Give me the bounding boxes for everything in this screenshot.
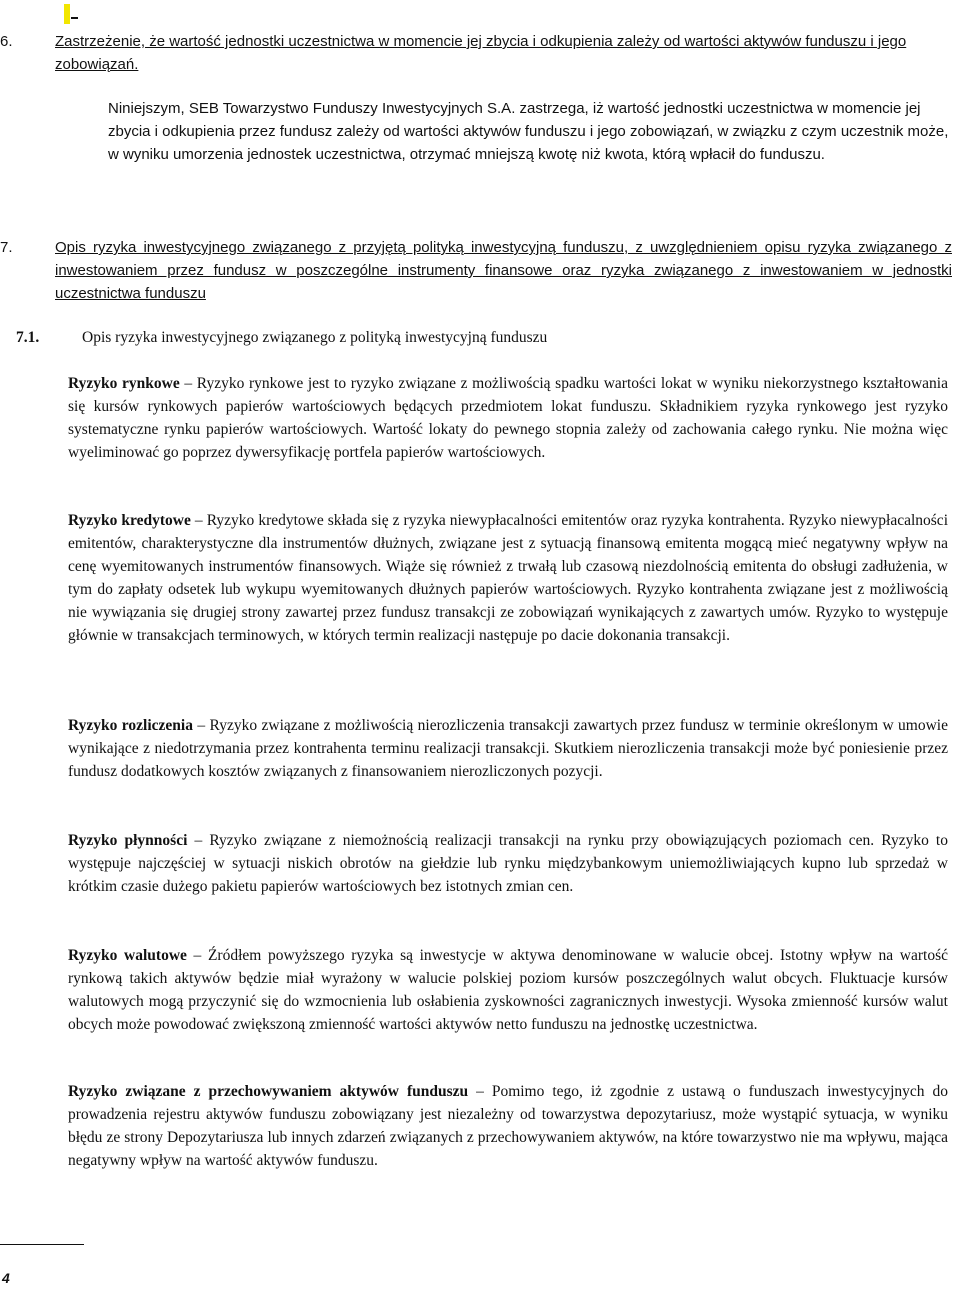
text-market-risk: – Ryzyko rynkowe jest to ryzyko związane z możliwością spadku wartości lokat w wyniku niekorzystnego kształtowania się kursów rynkowych papierów wartościowych będących przedmiotem lokat funduszu. Składnikiem ryzyka rynkowego jest ryzyko systematyczne rynku papierów wartościowych. Wartość lokaty do pewnego stopnia zależy od zachowania całego rynku. Nie można więc wyeliminować go poprzez dywersyfikację portfela papierów wartościowych.	[68, 375, 948, 461]
section-6-title: Zastrzeżenie, że wartość jednostki uczestnictwa w momencie jej zbycia i odkupienia zależy od wartości aktywów funduszu i jego zobowiązań.	[55, 33, 907, 73]
page-number: 4	[2, 1270, 10, 1286]
section-7-title: Opis ryzyka inwestycyjnego związanego z przyjętą polityką inwestycyjną funduszu, z uwzględnieniem opisu ryzyka związanego z inwestowaniem przez fundusz w poszczególne instrumenty finansowe oraz ryzyka związanego z inwestowaniem w jednostki uczestnictwa funduszu	[55, 239, 952, 302]
term-market-risk: Ryzyko rynkowe	[68, 375, 180, 392]
section-7-number: 7.	[0, 239, 13, 256]
text-liquidity-risk: – Ryzyko związane z niemożnością realizacji transakcji na rynku przy obowiązujących poziomach cen. Ryzyko to występuje najczęściej w sytuacji niskich obrotów na giełdzie lub rynku międzybankowym uniemożliwiających kupno lub sprzedaż w krótkim czasie dużego pakietu papierów wartościowych bez istotnych zmian cen.	[68, 832, 948, 895]
term-settlement-risk: Ryzyko rozliczenia	[68, 717, 193, 734]
term-currency-risk: Ryzyko walutowe	[68, 947, 187, 964]
text-custody-risk: – Pomimo tego, iż zgodnie z ustawą o funduszach inwestycyjnych do prowadzenia rejestru aktywów funduszu zobowiązany jest niezależny od towarzystwa depozytariusz, może wystąpić sytuacja, w wyniku błędu ze strony Depozytariusza lub innych zdarzeń związanych z przechowywaniem aktywów, na które towarzystwo nie ma wpływu, mająca negatywny wpływ na wartość aktywów funduszu.	[68, 1083, 948, 1169]
term-credit-risk: Ryzyko kredytowe	[68, 512, 191, 529]
text-settlement-risk: – Ryzyko związane z możliwością nierozliczenia transakcji zawartych przez fundusz w terminie określonym w umowie wynikające z niedotrzymania przez kontrahenta terminu realizacji transakcji. Skutkiem nierozliczenia transakcji może być poniesienie przez fundusz dodatkowych kosztów związanych z finansowaniem nierozliczonych pozycji.	[68, 717, 948, 780]
highlight-marker	[64, 4, 70, 24]
section-6-body: Niniejszym, SEB Towarzystwo Funduszy Inwestycyjnych S.A. zastrzega, iż wartość jednostki uczestnictwa w momencie jej zbycia i odkupienia przez fundusz zależy od wartości aktywów funduszu i jego zobowiązań, w związku z czym uczestnik może, w wyniku umorzenia jednostek uczestnictwa, otrzymać mniejszą kwotę niż kwota, którą wpłacił do funduszu.	[108, 100, 949, 163]
paragraph-market-risk	[68, 372, 948, 464]
section-7-1-title: Opis ryzyka inwestycyjnego związanego z polityką inwestycyjną funduszu	[82, 329, 548, 346]
term-custody-risk: Ryzyko związane z przechowywaniem aktywów funduszu	[68, 1083, 469, 1100]
paragraph-custody-risk	[68, 1080, 948, 1172]
term-liquidity-risk: Ryzyko płynności	[68, 832, 188, 849]
paragraph-settlement-risk	[68, 714, 948, 783]
text-credit-risk: – Ryzyko kredytowe składa się z ryzyka niewypłacalności emitentów oraz ryzyka kontrahenta. Ryzyko niewypłacalności emitentów, charakterystyczne dla instrumentów dłużnych, związane jest z sytuacją finansową emitenta mogącą mieć negatywny wpływ na cenę wyemitowanych instrumentów finansowych. Wiąże się również z trwałą lub czasową niezdolnością emitenta do obsługi zadłużenia, w tym do zapłaty odsetek lub wykupu wyemitowanych dłużnych papierów wartościowych. Ryzyko kontrahenta związane jest z możliwością nie wywiązania się drugiej strony zawartej przez fundusz transakcji ze zobowiązań wynikających z zawartych umów. Ryzyko to występuje głównie w transakcjach terminowych, w których termin realizacji następuje po dacie dokonania transakcji.	[68, 512, 948, 644]
section-7-1-number: 7.1.	[16, 329, 40, 346]
section-6-number: 6.	[0, 33, 13, 50]
paragraph-currency-risk	[68, 944, 948, 1036]
paragraph-credit-risk	[68, 509, 948, 647]
paragraph-liquidity-risk	[68, 829, 948, 898]
marker-dash	[71, 17, 78, 19]
text-currency-risk: – Źródłem powyższego ryzyka są inwestycje w aktywa denominowane w walucie obcej. Istotny wpływ na wartość rynkową takich aktywów będzie miał wyrażony w walucie polskiej poziom kursów poszczególnych walut obcych. Fluktuacje kursów walutowych mogą przyczynić się do wzmocnienia lub osłabienia zyskowności zagranicznych inwestycji. Wysoka zmienność kursów walut obcych może powodować zwiększoną zmienność wartości aktywów netto funduszu na jednostkę uczestnictwa.	[68, 947, 948, 1033]
footnote-divider	[0, 1244, 84, 1245]
